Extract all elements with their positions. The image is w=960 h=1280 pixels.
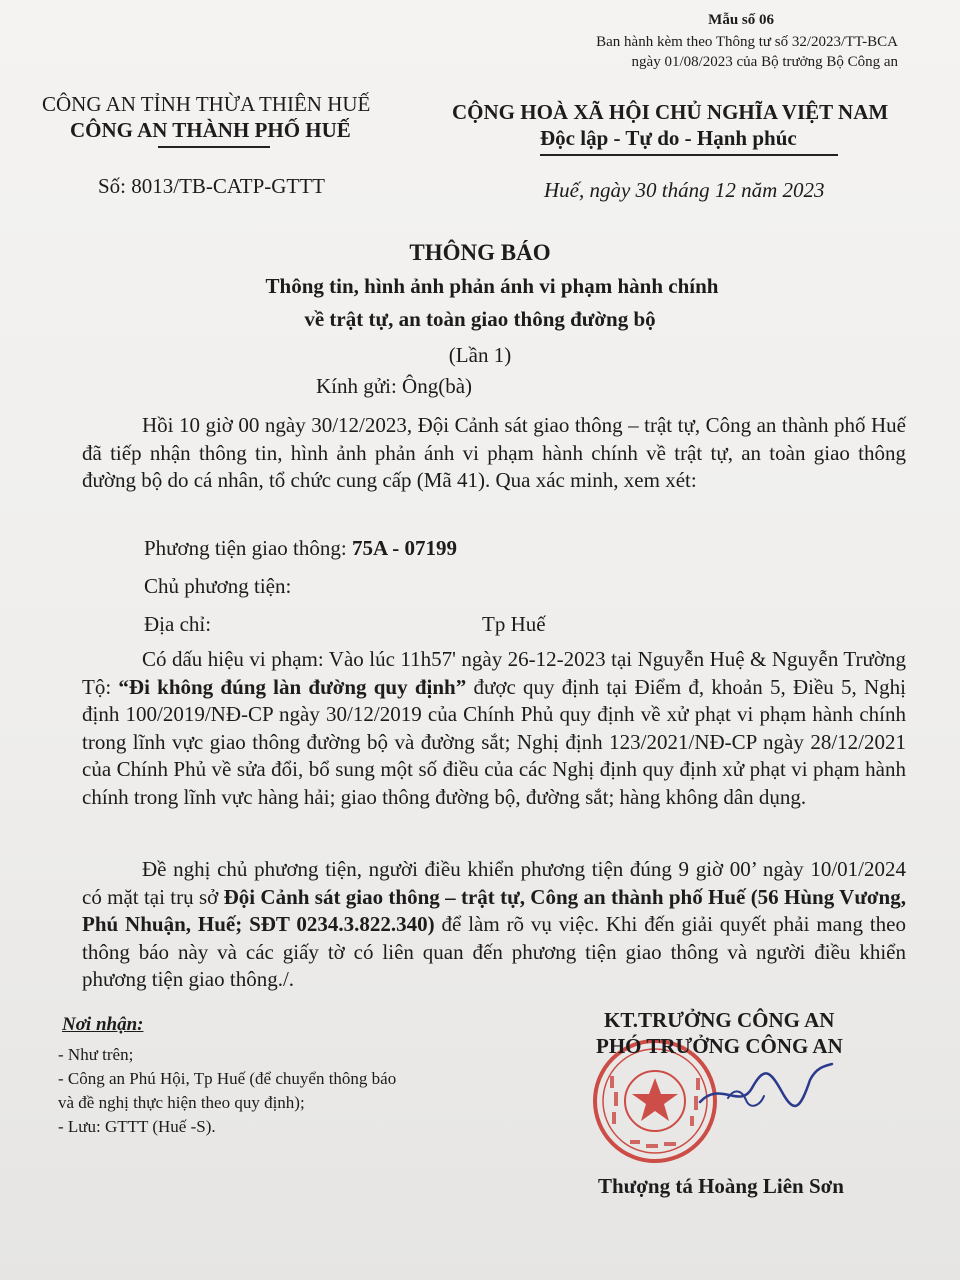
owner-label: Chủ phương tiện: xyxy=(144,574,292,598)
signature-title-1: KT.TRƯỞNG CÔNG AN xyxy=(604,1008,835,1032)
recipient-item: - Công an Phú Hội, Tp Huế (để chuyển thông báo xyxy=(58,1069,397,1088)
subject-line-2: về trật tự, an toàn giao thông đường bộ xyxy=(304,307,656,331)
motto-underline xyxy=(540,154,838,156)
organization-underline xyxy=(158,146,270,148)
vehicle-field xyxy=(144,536,457,561)
notice-count: (Lần 1) xyxy=(448,343,512,367)
document-type: THÔNG BÁO xyxy=(409,240,551,265)
recipient-item: - Lưu: GTTT (Huế -S). xyxy=(58,1117,216,1136)
recipient-salutation: Kính gửi: Ông(bà) xyxy=(316,374,473,398)
form-issued-line-2: ngày 01/08/2023 của Bộ trưởng Bộ Công an xyxy=(631,54,898,70)
paragraph-violation xyxy=(82,646,906,811)
national-motto: Độc lập - Tự do - Hạnh phúc xyxy=(540,126,797,150)
address-field xyxy=(144,612,546,637)
form-number: Mẫu số 06 xyxy=(708,12,774,28)
form-issued-line-1: Ban hành kèm theo Thông tư số 32/2023/TT-BCA xyxy=(596,34,898,50)
paragraph-intro: Hồi 10 giờ 00 ngày 30/12/2023, Đội Cảnh sát giao thông – trật tự, Công an thành phố Huế đã tiếp nhận thông tin, hình ảnh phản ánh vi phạm hành chính về trật tự, an toàn giao thông đường bộ do cá nhân, tổ chức cung cấp (Mã 41). Qua xác minh, xem xét: xyxy=(82,413,906,492)
parent-organization: CÔNG AN TỈNH THỪA THIÊN HUẾ xyxy=(42,92,371,116)
address-value: Tp Huế xyxy=(482,612,546,636)
national-title: CỘNG HOÀ XÃ HỘI CHỦ NGHĨA VIỆT NAM xyxy=(452,100,889,124)
request-details: để làm rõ vụ việc. Khi đến giải quyết phải mang theo thông báo này và các giấy tờ có liên quan đến phương tiện giao thông và người điều khiển phương tiện giao thông./. xyxy=(82,912,907,991)
place-and-date: Huế, ngày 30 tháng 12 năm 2023 xyxy=(544,178,825,202)
recipients-title: Nơi nhận: xyxy=(62,1014,144,1035)
vehicle-label: Phương tiện giao thông: xyxy=(144,536,352,560)
request-intro: Đề nghị chủ phương tiện, người điều khiển phương tiện đúng 9 giờ 00’ ngày 10/01/2024 có mặt tại trụ sở xyxy=(82,857,906,909)
paragraph-request xyxy=(82,856,906,994)
signature-title-2: PHÓ TRƯỞNG CÔNG AN xyxy=(596,1034,843,1058)
subject-line-1: Thông tin, hình ảnh phản ánh vi phạm hành chính xyxy=(265,274,719,298)
violation-intro: Có dấu hiệu vi phạm: Vào lúc 11h57' ngày 26-12-2023 tại Nguyễn Huệ & Nguyễn Trường Tộ: xyxy=(82,647,906,699)
recipient-item: - Như trên; xyxy=(58,1045,134,1064)
signer-name: Thượng tá Hoàng Liên Sơn xyxy=(598,1174,844,1198)
document-number: Số: 8013/TB-CATP-GTTT xyxy=(98,174,325,198)
violation-legal-basis: được quy định tại Điểm đ, khoản 5, Điều 5, Nghị định 100/2019/NĐ-CP ngày 30/12/2019 của Chính Phủ quy định về xử phạt vi phạm hành chính trong lĩnh vực giao thông đường bộ và đường sắt; Nghị định 123/2021/NĐ-CP ngày 28/12/2021 của Chính Phủ về sửa đổi, bổ sung một số điều của các Nghị định quy định xử phạt vi phạm hành chính trong lĩnh vực hàng hải; giao thông đường bộ, đường sắt; hàng không dân dụng. xyxy=(82,674,906,809)
issuing-organization: CÔNG AN THÀNH PHỐ HUẾ xyxy=(70,118,351,142)
recipient-item: và đề nghị thực hiện theo quy định); xyxy=(58,1093,305,1112)
owner-field xyxy=(144,574,291,599)
violation-description: “Đi không đúng làn đường quy định” xyxy=(118,674,467,699)
address-label: Địa chỉ: xyxy=(144,612,212,636)
office-address: Đội Cảnh sát giao thông – trật tự, Công an thành phố Huế (56 Hùng Vương, Phú Nhuận, Huế; SĐT 0234.3.822.340) xyxy=(82,884,906,936)
vehicle-plate: 75A - 07199 xyxy=(351,536,457,560)
